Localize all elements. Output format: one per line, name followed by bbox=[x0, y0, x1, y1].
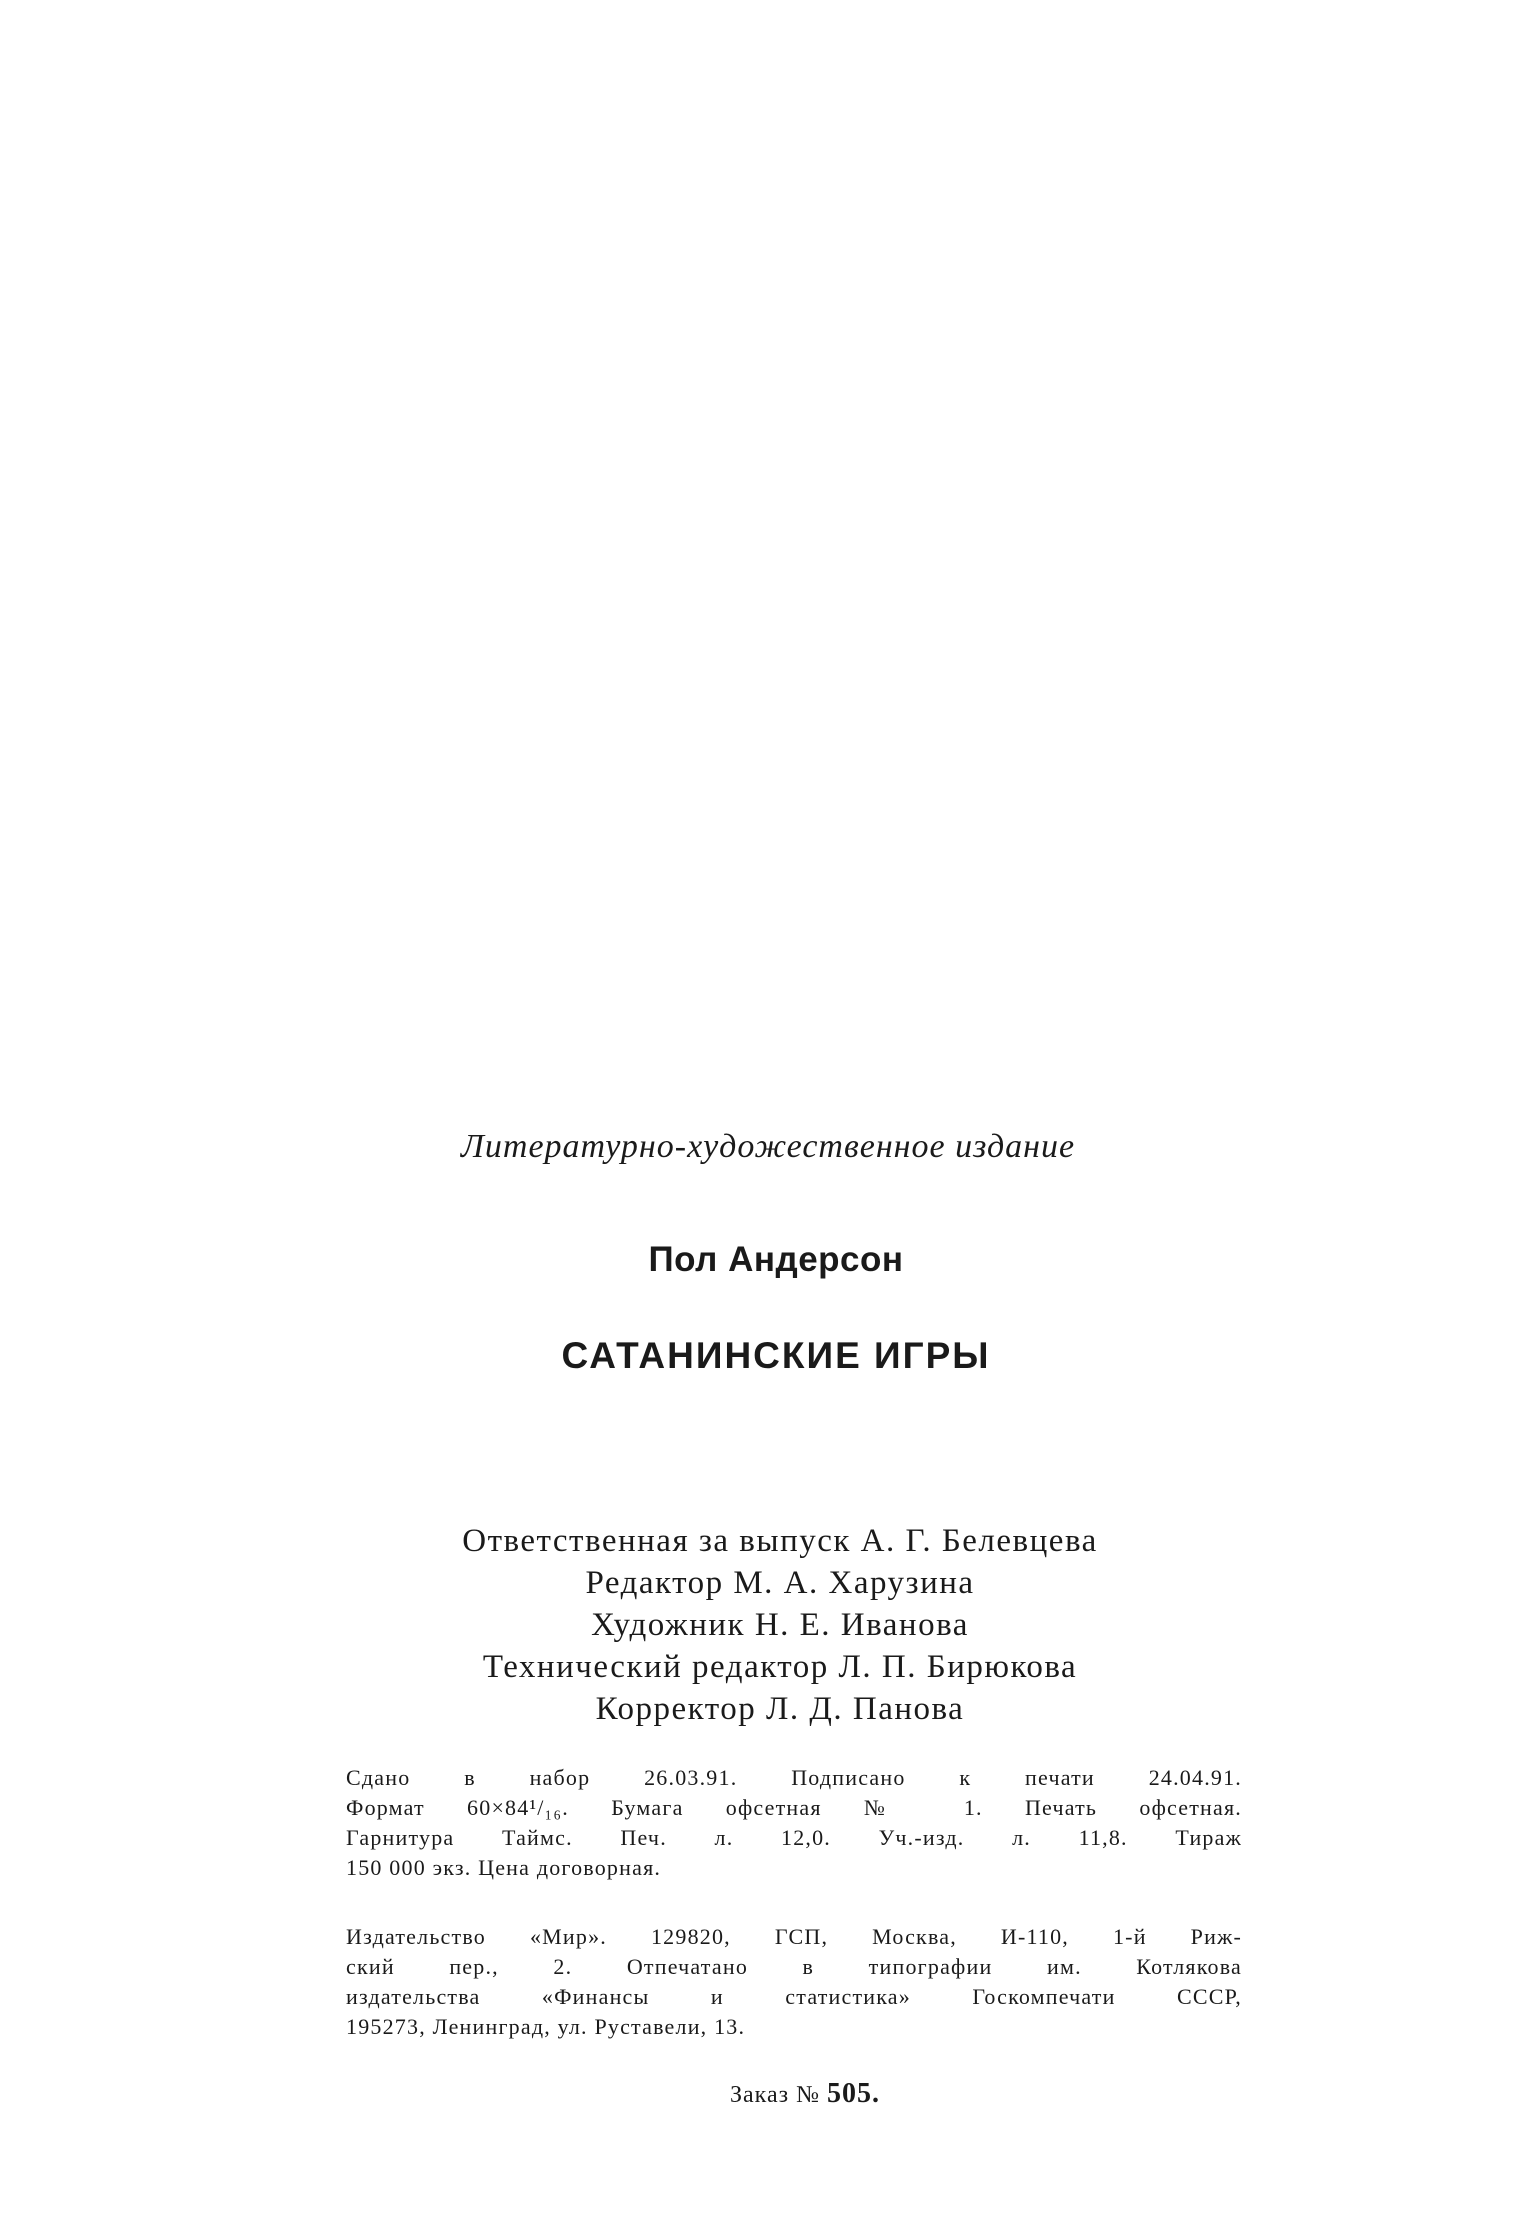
print-info-line: Гарнитура Таймс. Печ. л. 12,0. Уч.-изд. л. 11,8. Тираж bbox=[346, 1825, 1242, 1850]
staff-line: Технический редактор Л. П. Бирюкова bbox=[482, 1649, 1078, 1685]
staff-credits bbox=[0, 1520, 1536, 1730]
author-name: Пол Андерсон bbox=[648, 1240, 904, 1279]
print-info bbox=[346, 1763, 1242, 1883]
edition-type: Литературно-художественное издание bbox=[460, 1128, 1076, 1165]
publisher-info-line: издательства «Финансы и статистика» Госкомпечати СССР, bbox=[346, 1984, 1242, 2009]
book-title: САТАНИНСКИЕ ИГРЫ bbox=[561, 1335, 991, 1376]
order-number bbox=[730, 2078, 880, 2110]
publisher-info-line: 195273, Ленинград, ул. Руставели, 13. bbox=[346, 2014, 746, 2039]
publisher-info-line: Издательство «Мир». 129820, ГСП, Москва, И-110, 1-й Риж- bbox=[346, 1924, 1242, 1949]
print-info-line: 150 000 экз. Цена договорная. bbox=[346, 1855, 662, 1880]
print-info-line: Формат 60×84¹/₁₆. Бумага офсетная № 1. Печать офсетная. bbox=[346, 1795, 1242, 1820]
print-info-line: Сдано в набор 26.03.91. Подписано к печати 24.04.91. bbox=[346, 1765, 1242, 1790]
publisher-info bbox=[346, 1922, 1242, 2042]
staff-line: Редактор М. А. Харузина bbox=[585, 1565, 975, 1601]
order-value: 505. bbox=[827, 2078, 881, 2109]
staff-line: Ответственная за выпуск А. Г. Белевцева bbox=[462, 1523, 1098, 1559]
publisher-info-line: ский пер., 2. Отпечатано в типографии им. Котлякова bbox=[346, 1954, 1242, 1979]
staff-line: Художник Н. Е. Иванова bbox=[591, 1607, 969, 1643]
staff-line: Корректор Л. Д. Панова bbox=[595, 1691, 965, 1727]
order-label: Заказ № bbox=[730, 2082, 821, 2108]
